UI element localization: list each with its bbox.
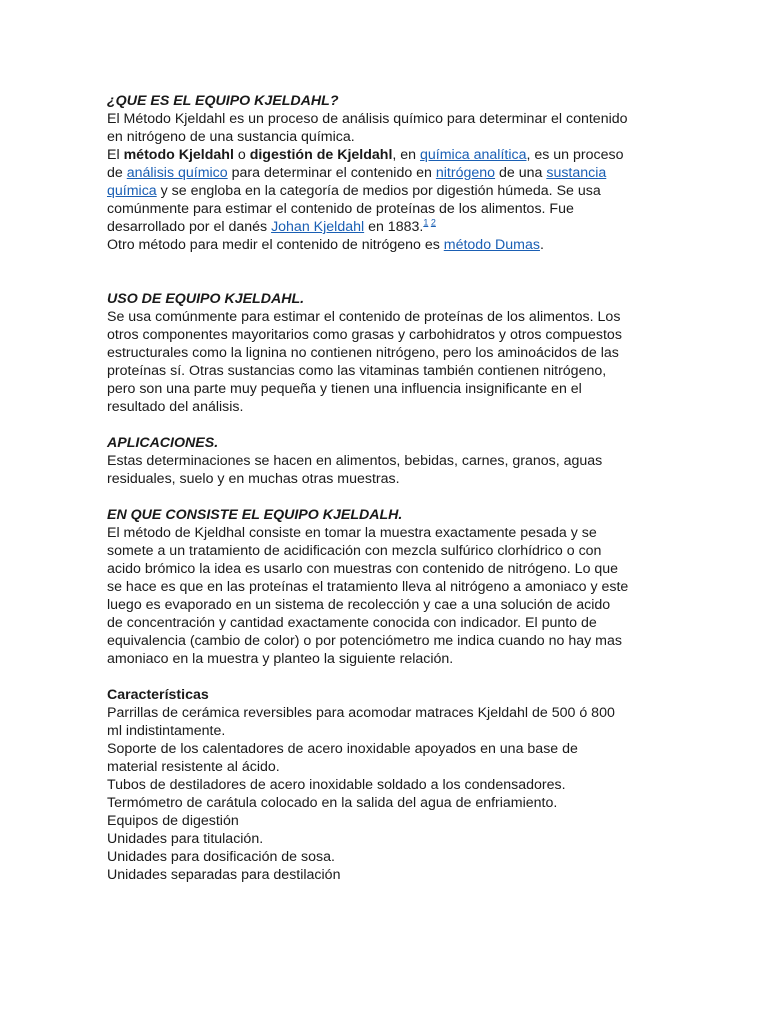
text-line: luego es evaporado en un sistema de recolección y cae a una solución de acido	[107, 597, 611, 613]
spacer	[107, 488, 667, 506]
text-line: Unidades separadas para destilación	[107, 867, 341, 883]
text-line: Equipos de digestión	[107, 813, 239, 829]
link-quimica[interactable]: química	[107, 183, 157, 199]
text-run: para determinar el contenido en	[227, 165, 436, 181]
text-line: pero son una parte muy pequeña y tienen una influencia insignificante en el	[107, 381, 582, 397]
text-line	[107, 218, 667, 236]
text-line: somete a un tratamiento de acidificación con mezcla sulfúrico clorhídrico o con	[107, 543, 602, 559]
text-line: Termómetro de carátula colocado en la salida del agua de enfriamiento.	[107, 795, 558, 811]
section-aplicaciones	[107, 434, 667, 488]
text-line: Parrillas de cerámica reversibles para acomodar matraces Kjeldahl de 500 ó 800	[107, 705, 615, 721]
text-run: El	[107, 147, 124, 163]
text-line: Soporte de los calentadores de acero inoxidable apoyados en una base de	[107, 741, 578, 757]
heading-que-es: ¿QUE ES EL EQUIPO KJELDAHL?	[107, 93, 339, 109]
text-line: residuales, suelo y en muchas otras muestras.	[107, 471, 400, 487]
text-run: de	[107, 165, 127, 181]
link-analisis-quimico[interactable]: análisis químico	[126, 165, 228, 181]
text-run: , en	[392, 147, 420, 163]
spacer	[107, 668, 667, 686]
text-line: comúnmente para estimar el contenido de proteínas de los alimentos. Fue	[107, 201, 574, 217]
text-line: Estas determinaciones se hacen en alimentos, bebidas, carnes, granos, aguas	[107, 453, 603, 469]
section-que-es	[107, 92, 667, 254]
heading-en-que-consiste: EN QUE CONSISTE EL EQUIPO KJELDALH.	[107, 507, 403, 523]
text-run: en 1883.	[364, 219, 424, 235]
text-line: resultado del análisis.	[107, 399, 244, 415]
text-line: estructurales como la lignina no contienen nitrógeno, pero los aminoácidos de las	[107, 345, 619, 361]
document-page	[107, 92, 667, 884]
section-caracteristicas	[107, 686, 667, 884]
text-line: en nitrógeno de una sustancia química.	[107, 129, 355, 145]
text-run: .	[539, 237, 544, 253]
footnote-ref-2[interactable]: 2	[430, 217, 436, 228]
text-line: Tubos de destiladores de acero inoxidable soldado a los condensadores.	[107, 777, 566, 793]
section-uso	[107, 290, 667, 416]
footnote-ref-1[interactable]: 1	[423, 217, 429, 228]
heading-aplicaciones: APLICACIONES.	[107, 435, 219, 451]
text-run: Otro método para medir el contenido de nitrógeno es	[107, 237, 444, 253]
text-line: de concentración y cantidad exactamente conocida con indicador. El punto de	[107, 615, 597, 631]
text-line	[107, 236, 667, 254]
text-line: amoniaco en la muestra y planteo la siguiente relación.	[107, 651, 454, 667]
link-sustancia[interactable]: sustancia	[546, 165, 607, 181]
text-run: de una	[495, 165, 547, 181]
text-line: Unidades para dosificación de sosa.	[107, 849, 335, 865]
text-line: se hace es que en las proteínas el tratamiento lleva al nitrógeno a amoniaco y este	[107, 579, 629, 595]
heading-uso: USO DE EQUIPO KJELDAHL.	[107, 291, 305, 307]
bold-metodo-kjeldahl: método Kjeldahl	[123, 147, 234, 163]
heading-caracteristicas: Características	[107, 687, 209, 703]
spacer	[107, 254, 667, 290]
text-line: El método de Kjeldhal consiste en tomar la muestra exactamente pesada y se	[107, 525, 597, 541]
text-run: y se engloba en la categoría de medios por digestión húmeda. Se usa	[156, 183, 601, 199]
text-line: equivalencia (cambio de color) o por potenciómetro me indica cuando no hay mas	[107, 633, 622, 649]
text-line: otros componentes mayoritarios como grasas y carbohidratos y otros compuestos	[107, 327, 622, 343]
text-line: ml indistintamente.	[107, 723, 226, 739]
link-quimica-analitica[interactable]: química analítica	[420, 147, 527, 163]
text-run: desarrollado por el danés	[107, 219, 272, 235]
text-line: proteínas sí. Otras sustancias como las vitaminas también contienen nitrógeno,	[107, 363, 607, 379]
bold-digestion-kjeldahl: digestión de Kjeldahl	[249, 147, 393, 163]
link-metodo-dumas[interactable]: método Dumas	[443, 237, 540, 253]
text-line	[107, 164, 667, 182]
text-line: Se usa comúnmente para estimar el contenido de proteínas de los alimentos. Los	[107, 309, 621, 325]
link-johan-kjeldahl[interactable]: Johan Kjeldahl	[271, 219, 365, 235]
text-line: material resistente al ácido.	[107, 759, 280, 775]
text-line: Unidades para titulación.	[107, 831, 264, 847]
text-line: El Método Kjeldahl es un proceso de análisis químico para determinar el contenido	[107, 111, 628, 127]
text-line: acido brómico la idea es usarlo con muestras con contenido de nitrógeno. Lo que	[107, 561, 619, 577]
spacer	[107, 416, 667, 434]
section-en-que-consiste	[107, 506, 667, 668]
text-run: o	[233, 147, 250, 163]
link-nitrogeno[interactable]: nitrógeno	[435, 165, 496, 181]
text-line	[107, 182, 667, 200]
text-run: , es un proceso	[526, 147, 624, 163]
text-line	[107, 146, 667, 164]
